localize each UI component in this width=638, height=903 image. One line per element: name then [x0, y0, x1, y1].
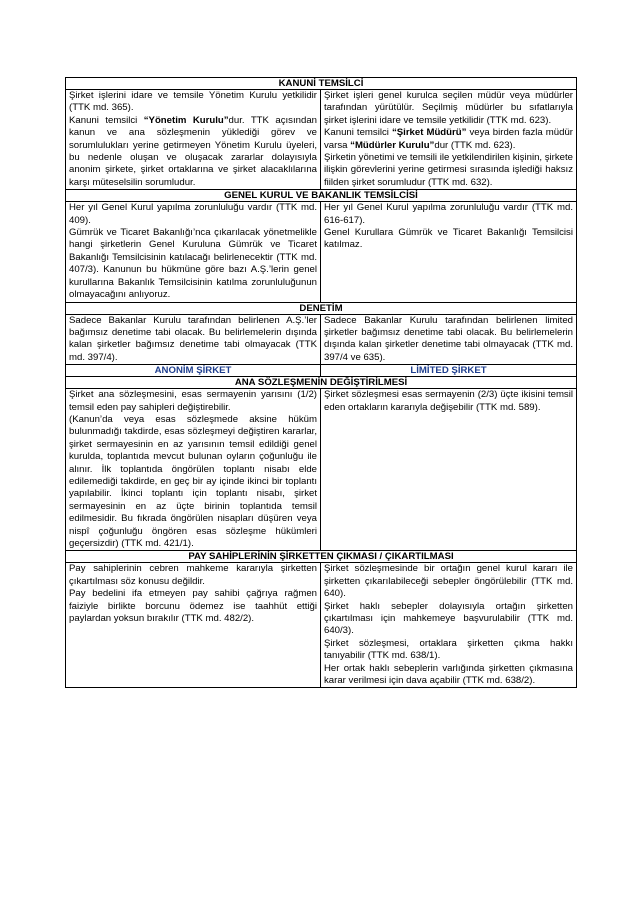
text-run: Kanuni temsilci — [69, 114, 144, 126]
comparison-table — [65, 77, 577, 688]
paragraph: Şirket sözleşmesinde bir ortağın genel kurul kararı ile şirketten çıkarılabileceği sebepler öngörülebilir (TTK md. 640). — [324, 563, 573, 600]
paragraph: Pay bedelini ifa etmeyen pay sahibi çağrıya rağmen faiziyle birlikte borcunu ödemez ise taahhüt ettiği paylardan yoksun bırakılır (TTK md. 482/2). — [69, 588, 317, 625]
paragraph: Sadece Bakanlar Kurulu tarafından belirlenen A.Ş.’ler bağımsız denetime tabi olacak. Bu belirlemelerin dışında kalan şirketler bağımsız denetime tabi olmayacak (TTK md. 397/4). — [69, 314, 317, 363]
section-title-kanuni-temsilci: KANUNİ TEMSİLCİ — [66, 78, 577, 90]
paragraph — [69, 115, 317, 189]
limited-cell — [321, 202, 577, 302]
paragraph: Şirket işleri genel kurulca seçilen müdür veya müdürler tarafından yürütülür. Seçilmiş müdürler bu sıfatlarıyla şirket işlerini idare ve temsile yetkilidir (TTK md. 623). — [324, 90, 573, 126]
text-run: dur. TTK açısından kanun ve ana sözleşmenin yüklediği görev ve sorumlulukları yerine getirmeyen Yönetim Kurulu üyeleri, bu nedenle oluşan ve oluşacak zararlar dolayısıyla anonim şirkete, şirket ortaklarına ve şirket alacaklılarına karşı müteselsilin sorumludur. — [69, 114, 317, 188]
section-header-row — [66, 190, 577, 202]
section-title-pay-sahipleri: PAY SAHİPLERİNİN ŞİRKETTEN ÇIKMASI / ÇIKARTILMASI — [66, 551, 577, 563]
paragraph: Şirketin yönetimi ve temsili ile yetkilendirilen kişinin, şirkete ilişkin görevlerini yerine getirmesi sırasında işlediği haksız fiilden şirket sorumludur (TTK md. 632). — [324, 152, 573, 188]
anonim-cell — [66, 90, 321, 190]
bold-term: “Yönetim Kurulu” — [143, 114, 229, 126]
paragraph: Sadece Bakanlar Kurulu tarafından belirlenen limited şirketler bağımsız denetime tabi olacak. Bu belirlemelerin dışında kalan şirketler denetime tabi olmayacak (TTK md. 397/4 ve 635). — [324, 314, 573, 363]
column-header-row — [66, 365, 577, 377]
limited-cell — [321, 563, 577, 688]
anonim-cell — [66, 314, 321, 365]
paragraph: Genel Kurullara Gümrük ve Ticaret Bakanlığı Temsilcisi katılmaz. — [324, 227, 573, 251]
section-header-row — [66, 302, 577, 314]
anonim-cell — [66, 563, 321, 688]
section-title-genel-kurul: GENEL KURUL VE BAKANLIK TEMSİLCİSİ — [66, 190, 577, 202]
anonim-cell — [66, 389, 321, 551]
text-run: veya birden fazla müdür varsa — [324, 127, 573, 151]
limited-cell — [321, 314, 577, 365]
limited-cell — [321, 389, 577, 551]
column-header-anonim: ANONİM ŞİRKET — [66, 365, 321, 377]
section-header-row — [66, 551, 577, 563]
paragraph: Her yıl Genel Kurul yapılma zorunluluğu vardır (TTK md. 409). — [69, 202, 317, 226]
limited-cell — [321, 90, 577, 190]
paragraph: (Kanun’da veya esas sözleşmede aksine hüküm bulunmadığı takdirde, esas sözleşmeyi değiştiren kararlar, şirket sermayesinin en az yarısının temsil edildiği genel kurulda, toplantıda mevcut bulunan oyların çoğunluğu ile alınır. İlk toplantıda öngörülen toplantı nisabı elde edilemediği takdirde, en geç bir ay içinde ikinci bir toplantı yapılabilir. İkinci toplantı için toplantı nisabı, şirket sermayesinin en az üçte birinin toplantıda temsil edilmesidir. Bu fıkrada öngörülen nisapları düşüren veya nispî çoğunluğu öngören esas sözleşme hükümleri geçersizdir) (TTK md. 421/1). — [69, 413, 317, 549]
section-header-row — [66, 377, 577, 389]
anonim-cell — [66, 202, 321, 302]
paragraph: Gümrük ve Ticaret Bakanlığı’nca çıkarılacak yönetmelikle hangi şirketlerin Genel Kuruluna Gümrük ve Ticaret Bakanlığı Temsilcisinin katılacağı belirlenecektir (TTK md. 407/3). Kanunun bu hükmüne göre bazı A.Ş.’lerin genel kurullarına Bakanlık Temsilcisinin katılma zorunluluğunun olmayacağını anlıyoruz. — [69, 227, 317, 301]
section-title-denetim: DENETİM — [66, 302, 577, 314]
text-run: Kanuni temsilci — [324, 127, 392, 139]
section-title-ana-sozlesme: ANA SÖZLEŞMENİN DEĞİŞTİRİLMESİ — [66, 377, 577, 389]
table-row — [66, 389, 577, 551]
paragraph — [324, 127, 573, 152]
table-row — [66, 202, 577, 302]
paragraph: Şirket haklı sebepler dolayısıyla ortağın şirketten çıkartılması için mahkemeye başvurulabilir (TTK md. 640/3). — [324, 600, 573, 637]
bold-term: “Şirket Müdürü” — [391, 127, 467, 139]
paragraph: Pay sahiplerinin cebren mahkeme kararıyla şirketten çıkartılması söz konusu değildir. — [69, 563, 317, 587]
table-row — [66, 563, 577, 688]
table-row — [66, 90, 577, 190]
bold-term: “Müdürler Kurulu” — [350, 139, 435, 151]
paragraph: Şirket sözleşmesi esas sermayenin (2/3) üçte ikisini temsil eden ortakların kararıyla değişebilir (TTK md. 589). — [324, 389, 573, 413]
paragraph: Şirket ana sözleşmesini, esas sermayenin yarısını (1/2) temsil eden pay sahipleri değiştirebilir. — [69, 389, 317, 413]
document-page — [65, 77, 576, 688]
paragraph: Şirket sözleşmesi, ortaklara şirketten çıkma hakkı tanıyabilir (TTK md. 638/1). — [324, 637, 573, 662]
paragraph: Her yıl Genel Kurul yapılma zorunluluğu vardır (TTK md. 616-617). — [324, 202, 573, 226]
paragraph: Her ortak haklı sebeplerin varlığında şirketten çıkmasına karar verilmesi için dava açabilir (TTK md. 638/2). — [324, 662, 573, 687]
text-run: dur (TTK md. 623). — [434, 139, 516, 151]
table-row — [66, 314, 577, 365]
column-header-limited: LİMİTED ŞİRKET — [321, 365, 577, 377]
paragraph: Şirket işlerini idare ve temsile Yönetim Kurulu yetkilidir (TTK md. 365). — [69, 90, 317, 114]
section-header-row — [66, 78, 577, 90]
